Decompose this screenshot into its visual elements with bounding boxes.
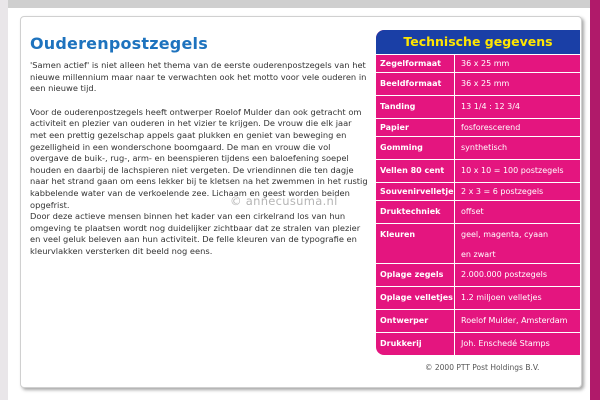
paragraph-intro: 'Samen actief' is niet alleen het thema van de eerste ouderenpostzegels van het nieuwe millennium maar naar te verwachten ook het motto voor vele ouderen in een nieuwe tijd. — [30, 60, 367, 94]
scan-top-edge — [0, 0, 600, 8]
scan-left-edge — [0, 0, 8, 400]
table-row — [376, 119, 580, 137]
spec-value: 36 x 25 mm — [455, 55, 581, 73]
table-row — [376, 224, 580, 247]
table-row — [376, 264, 580, 287]
spec-value: 1.2 miljoen velletjes — [455, 287, 581, 310]
spec-key: Druktechniek — [376, 201, 455, 224]
paragraph-circle: Door deze actieve mensen binnen het kader van een cirkelrand los van hun omgeving te plaatsen wordt nog duidelijker zichtbaar dat ze stralen van plezier en veel geluk beleven aan hun activiteit. De felle kleuren van de typografie en kleurvlakken versterken dit beeld nog eens. — [30, 211, 361, 256]
spec-value: en zwart — [461, 250, 496, 259]
spec-key: Tanding — [376, 96, 455, 119]
spec-value: 2 x 3 = 6 postzegels — [455, 183, 581, 201]
table-row — [376, 201, 580, 224]
spec-key: Vellen 80 cent — [376, 160, 455, 183]
table-row — [376, 160, 580, 183]
spec-key: Papier — [376, 119, 455, 137]
spec-key: Ontwerper — [376, 310, 455, 333]
spec-value: offset — [455, 201, 581, 224]
spec-key: Gomming — [376, 137, 455, 160]
spec-value: Joh. Enschedé Stamps — [455, 333, 581, 356]
article-body — [30, 60, 370, 270]
scan-right-edge — [590, 0, 600, 400]
spec-key: Oplage velletjes — [376, 287, 455, 310]
page-title: Ouderenpostzegels — [30, 34, 208, 53]
table-row — [376, 55, 580, 73]
spec-key: Beeldformaat — [376, 73, 455, 96]
spec-value: 13 1/4 : 12 3/4 — [455, 96, 581, 119]
table-row — [376, 333, 580, 356]
technical-data-panel — [376, 30, 580, 355]
spec-value: Roelof Mulder, Amsterdam — [455, 310, 581, 333]
spec-value: 10 x 10 = 100 postzegels — [455, 160, 581, 183]
spec-value: 36 x 25 mm — [455, 73, 581, 96]
spec-key: Drukkerij — [376, 333, 455, 356]
table-row — [376, 310, 580, 333]
technical-data-header: Technische gegevens — [376, 30, 580, 54]
spec-key: Zegelformaat — [376, 55, 455, 73]
table-row — [376, 73, 580, 96]
spec-key: Oplage zegels — [376, 264, 455, 287]
table-row — [376, 183, 580, 201]
spec-value: fosforescerend — [455, 119, 581, 137]
spec-key: Kleuren — [376, 224, 455, 247]
copyright-notice: © 2000 PTT Post Holdings B.V. — [425, 363, 540, 372]
technical-data-table — [376, 54, 580, 355]
spec-key: Souvenirvelletje — [376, 183, 455, 201]
table-row — [376, 137, 580, 160]
table-row — [376, 287, 580, 310]
paragraph-design: Voor de ouderenpostzegels heeft ontwerper Roelof Mulder dan ook getracht om activiteit en plezier van ouderen in het vizier te krijgen. De vrouw die elk jaar met een prettig gezelschap appels gaat plukken en geniet van beweging en gezelligheid in een wonderschone boomgaard. De man en vrouw die vol overgave de buik-, rug-, arm- en beenspieren tijdens een baloefening soepel houden en daarbij de lachspieren niet vergeten. De vriendinnen die ten dagje naar het strand gaan om eens lekker bij te kletsen na het zwemmen in het rustig kabbelende water van de verkoelende zee. Lichaam en geest worden beiden opgefrist. — [30, 106, 368, 210]
watermark-text: © annecusuma.nl — [230, 194, 338, 208]
spec-value: geel, magenta, cyaan — [455, 224, 581, 247]
table-row — [376, 96, 580, 119]
spec-value: 2.000.000 postzegels — [455, 264, 581, 287]
table-row-continued — [376, 246, 580, 264]
spec-value: synthetisch — [455, 137, 581, 160]
